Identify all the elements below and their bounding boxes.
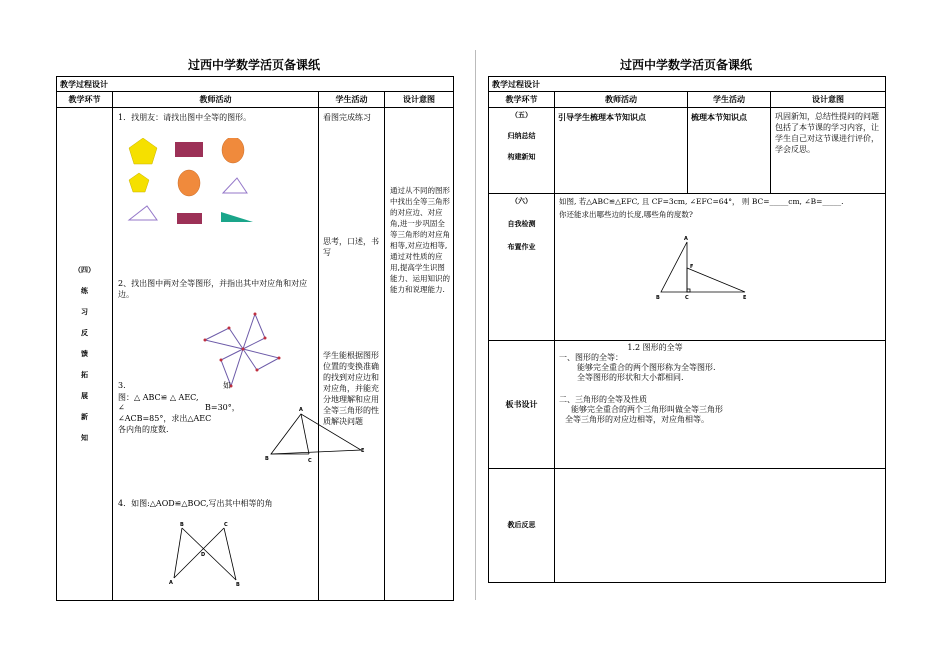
left-intent-cell [385, 108, 454, 601]
rect-shape [175, 142, 203, 157]
stage-label: 布置作业 [507, 243, 536, 251]
row5-stage-cell [489, 108, 555, 194]
question-3-text: ∠ [118, 403, 125, 412]
right-header-intent: 设计意图 [771, 92, 886, 108]
student-activity-2: 思考，口述，书写 [323, 237, 379, 257]
board-line: 二、三角形的全等及性质 [559, 395, 647, 404]
right-section-title: 教学过程设计 [489, 77, 886, 92]
student-activity-3: 学生能根据图形位置的变换准确的找到对应边和对应角，并能充分地理解和应用全等三角形的性质解决问题 [323, 351, 379, 426]
design-intent-text: 通过从不同的图形中找出全等三角形的对应边、对应角,进一步巩固全等三角形的对应角相等,对应边相等,通过对性质的应用,提高学生识图能力、运用知识的能力和说理能力. [390, 186, 450, 294]
triangle-outline-shape [223, 178, 247, 193]
question-2: 2、找出图中两对全等图形，并指出其中对应角和对应边。 [118, 279, 308, 299]
exercise-triangle-figure [653, 236, 753, 306]
board-line: 全等图形的形状和大小都相同. [577, 373, 684, 382]
left-stage-column [57, 108, 113, 601]
stage-label: 新 [81, 412, 88, 421]
circle-shape [222, 138, 244, 163]
stage-label: 拓 [81, 370, 88, 379]
stage-label: 知 [81, 433, 88, 442]
board-line: 一、图形的全等： [559, 353, 623, 362]
left-header-student: 学生活动 [319, 92, 385, 108]
row6-content-cell [555, 194, 886, 341]
pentagon-shape [129, 138, 157, 164]
stage-label: 自我检测 [507, 220, 536, 228]
vertex-label: A [169, 580, 173, 586]
exercise-followup: 你还能求出哪些边的长度,哪些角的度数? [559, 210, 693, 219]
question-3-text: B=30°， [205, 403, 240, 412]
triangle-outline-shape [129, 206, 157, 220]
reflect-content-cell [555, 469, 886, 583]
board-line: 能够完全重合的两个三角形叫做全等三角形 [571, 405, 723, 414]
right-header-teacher: 教师活动 [555, 92, 688, 108]
right-header-stage: 教学环节 [489, 92, 555, 108]
right-header-student: 学生活动 [688, 92, 771, 108]
vertex-label: B [265, 456, 269, 462]
vertex-label: D [201, 552, 206, 558]
question-3-text: 各内角的度数. [118, 425, 169, 434]
stage-label: 展 [81, 391, 88, 400]
left-header-intent: 设计意图 [385, 92, 454, 108]
stage-label: 习 [81, 307, 88, 316]
rect-shape [177, 213, 202, 224]
board-line: 能够完全重合的两个图形称为全等图形. [577, 363, 716, 372]
student-activity-1: 看图完成练习 [323, 113, 371, 122]
left-lesson-table [56, 76, 454, 601]
pinwheel-figure [201, 308, 286, 390]
vertex-label: B [656, 295, 660, 301]
bowtie-figure [168, 522, 248, 587]
row5-intent-cell: 巩固新知，总结性提问的问题包括了本节课的学习内容，让学生自己对这节课进行评价，学会反思。 [771, 108, 886, 194]
stage-label: 反 [81, 328, 88, 337]
left-section-title: 教学过程设计 [57, 77, 454, 92]
row6-stage-cell [489, 194, 555, 341]
left-page-title: 过西中学数学活页备课纸 [187, 58, 320, 72]
vertex-label: B [236, 582, 240, 587]
stage-label: 练 [81, 286, 88, 295]
stage-label: 构建新知 [507, 153, 536, 161]
row5-student-cell: 梳理本节知识点 [688, 108, 771, 194]
right-triangle-shape [221, 212, 253, 222]
row5-teacher-cell: 引导学生梳理本节知识点 [555, 108, 688, 194]
board-content-cell [555, 341, 886, 469]
left-header-stage: 教学环节 [57, 92, 113, 108]
right-lesson-table [488, 76, 886, 583]
reflect-stage-cell: 教后反思 [489, 469, 555, 583]
board-line: 全等三角形的对应边相等，对应角相等。 [565, 415, 709, 424]
small-pentagon-shape [129, 173, 149, 192]
vertex-label: F [690, 264, 694, 270]
circle-shape [178, 170, 200, 196]
left-header-teacher: 教师活动 [113, 92, 319, 108]
question-1: 1．找朋友：请找出图中全等的图形。 [118, 113, 252, 122]
vertex-label: C [224, 522, 228, 528]
vertex-label: A [299, 407, 303, 413]
vertex-label: A [684, 236, 688, 242]
board-stage-cell: 板书设计 [489, 341, 555, 469]
right-page-title: 过西中学数学活页备课纸 [619, 58, 752, 72]
stage-label: （五） [511, 111, 532, 119]
left-student-cell [319, 108, 385, 601]
stage-label: 馈 [81, 349, 88, 358]
stage-label: 归纳总结 [507, 132, 536, 140]
question-3-text: 图：△ ABC≌ △ AEC, [118, 393, 199, 402]
vertex-label: C [308, 458, 312, 464]
stage-label: （六） [511, 197, 532, 205]
vertex-label: C [685, 295, 689, 301]
stage-label: （四） [74, 265, 95, 274]
vertex-label: E [361, 448, 365, 454]
question-3-text: ∠ACB=85°，求出△AEC [118, 414, 212, 423]
question-3-text: 如 [223, 381, 231, 390]
page-divider [475, 50, 476, 600]
question-4: 4．如图:△AOD≌△BOC,写出其中相等的角 [118, 499, 273, 508]
question-3-number: 3. [118, 381, 126, 390]
board-title: 1.2 图形的全等 [627, 343, 683, 352]
vertex-label: E [743, 295, 747, 301]
exercise-question: 如图, 若△ABC≌△EFC, 且 CF=3cm, ∠EFC=64°， 则 BC=_____cm, ∠B=_____. [559, 197, 844, 206]
vertex-label: B [180, 522, 184, 528]
shapes-figure [123, 138, 263, 228]
